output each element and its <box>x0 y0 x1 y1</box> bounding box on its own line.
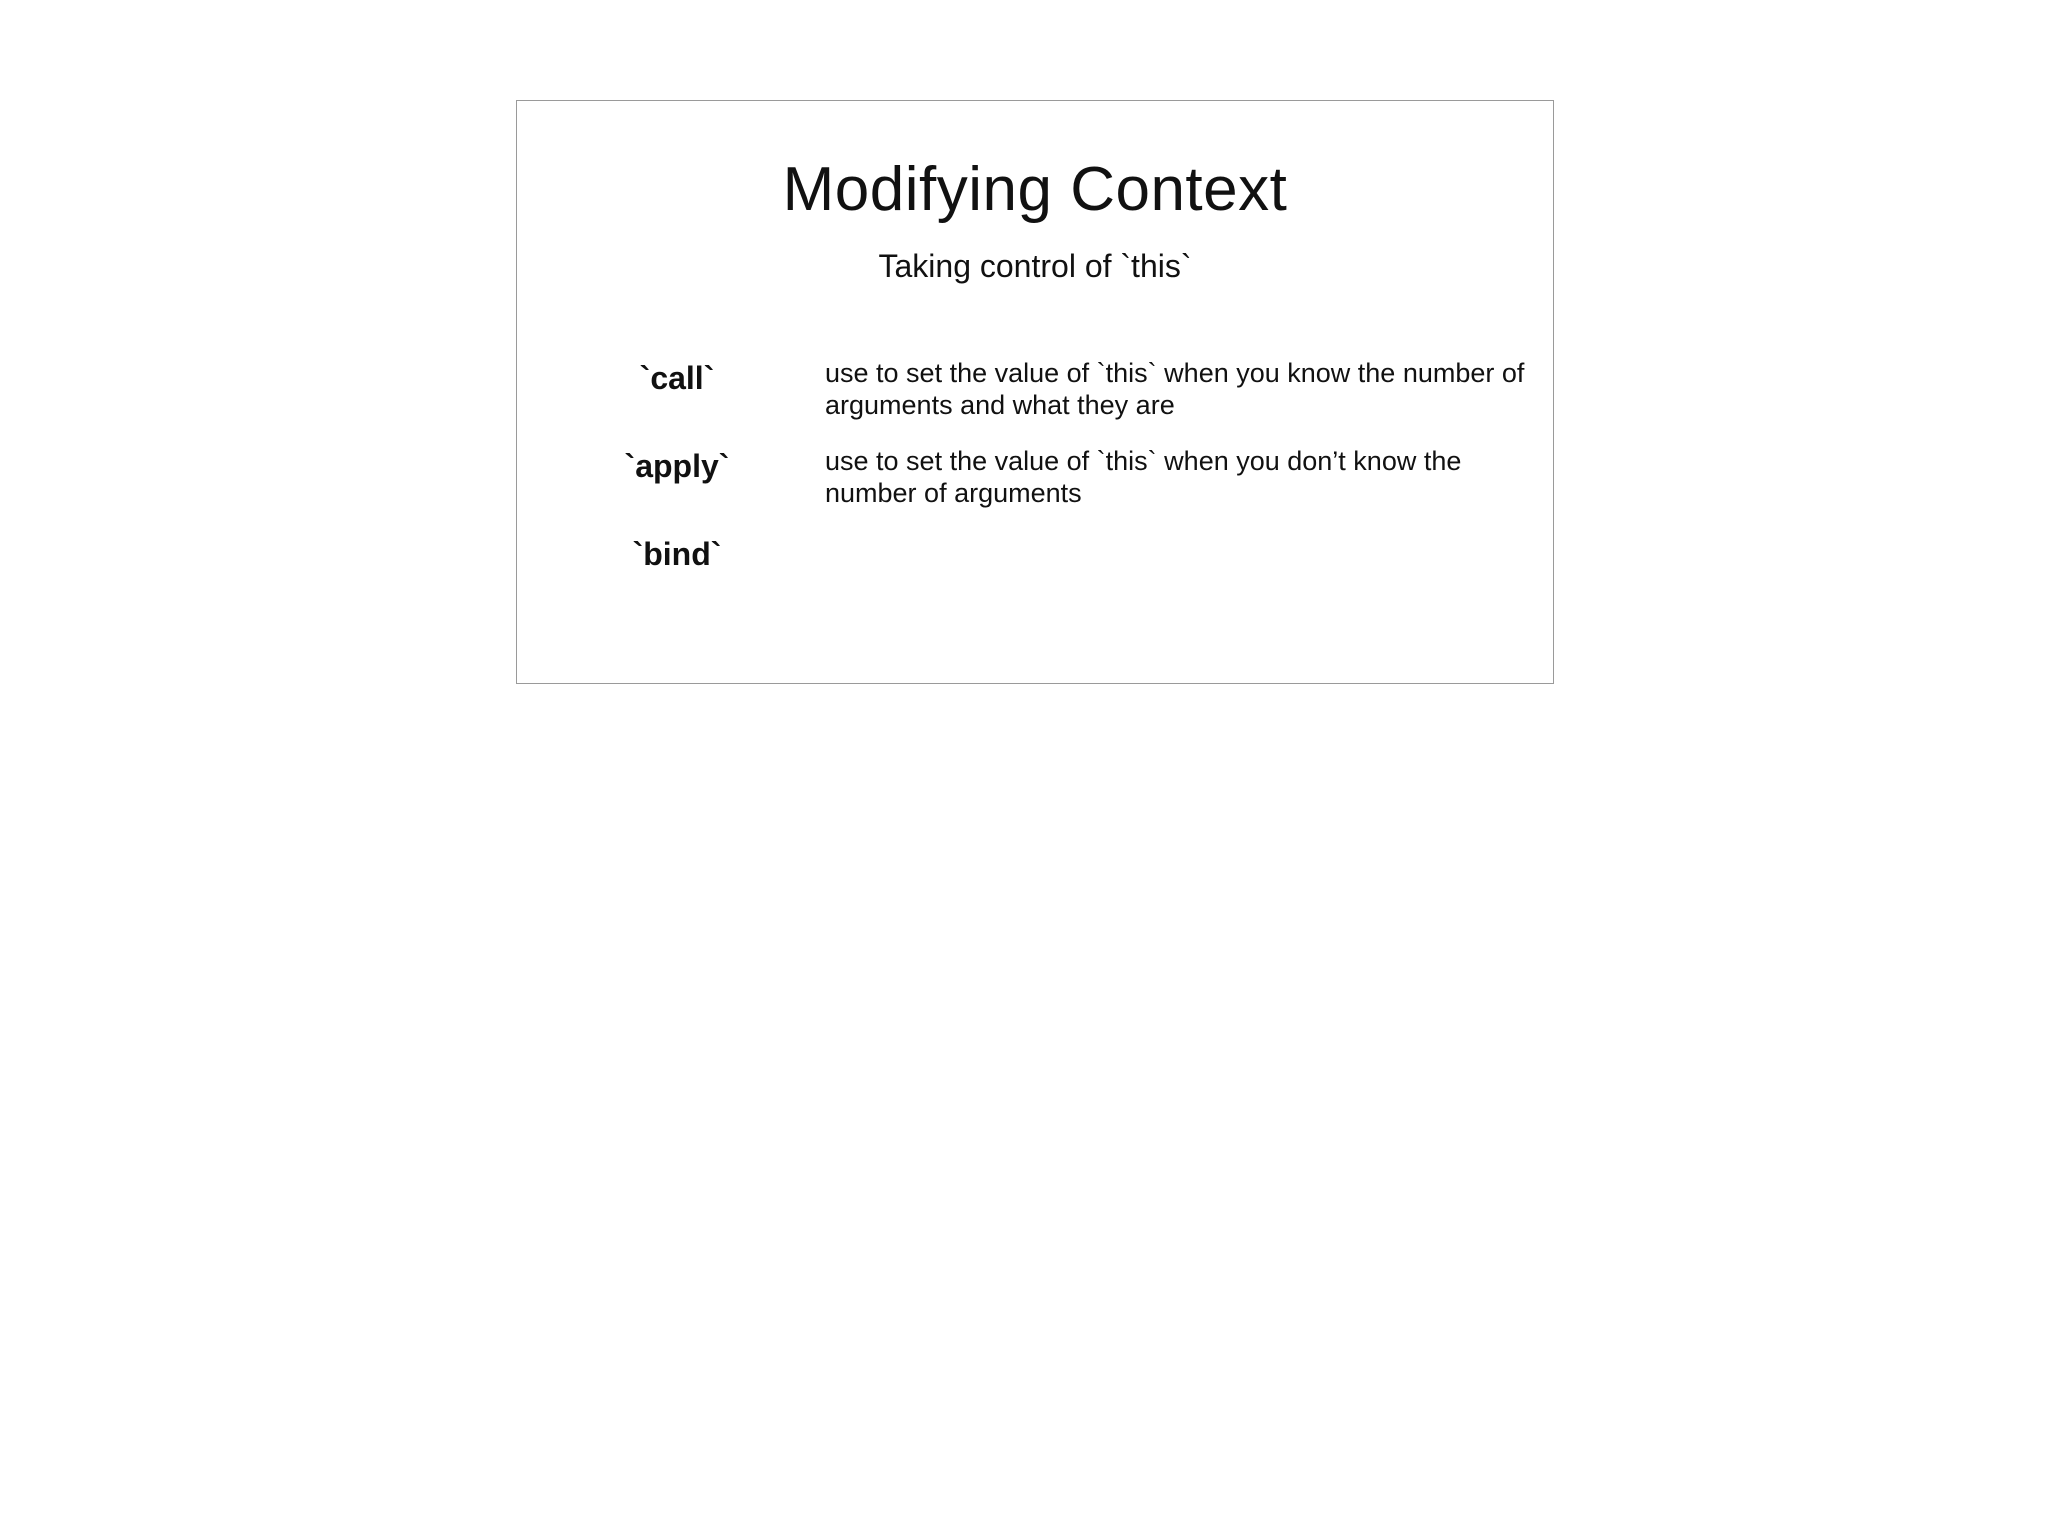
slide-subtitle: Taking control of `this` <box>878 248 1192 284</box>
term-bind: `bind` <box>632 536 722 572</box>
description-apply: use to set the value of `this` when you don’t know the number of arguments <box>825 446 1462 508</box>
term-call: `call` <box>639 360 715 396</box>
slide-title: Modifying Context <box>782 155 1288 224</box>
slide <box>516 100 1554 684</box>
term-apply: `apply` <box>624 448 730 484</box>
description-call: use to set the value of `this` when you know the number of arguments and what they are <box>825 358 1525 420</box>
